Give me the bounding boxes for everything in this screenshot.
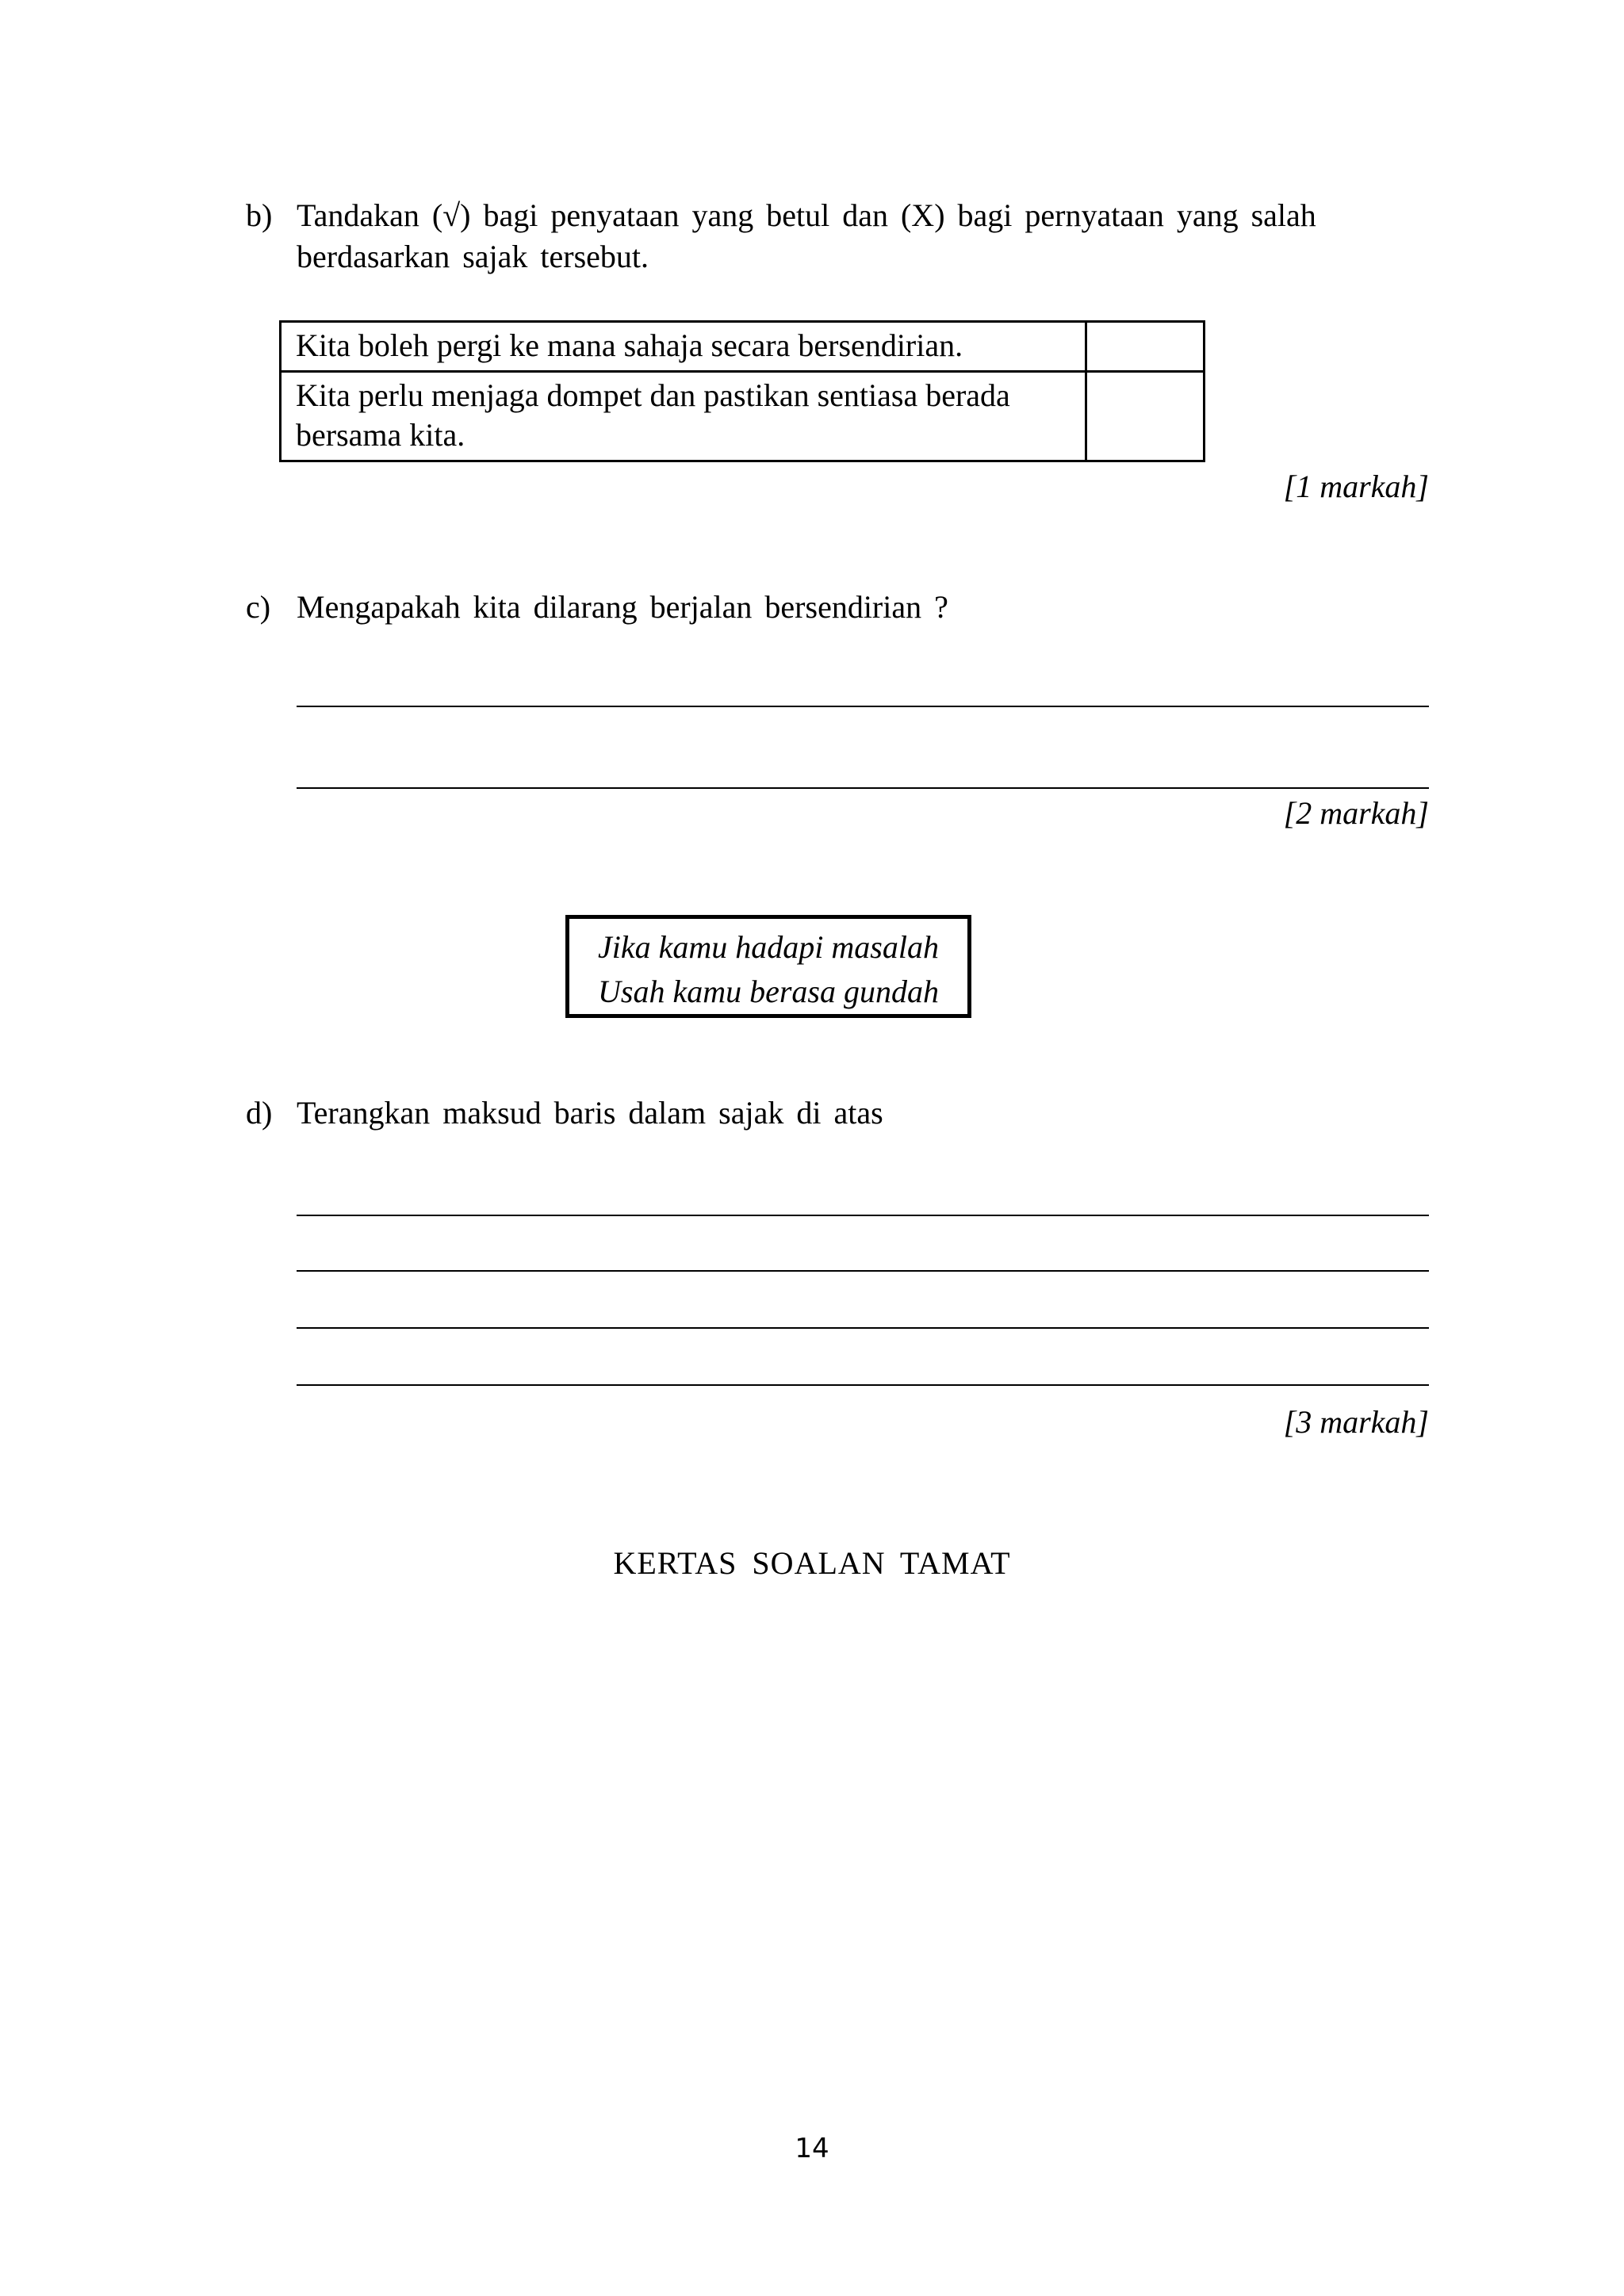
poem-line: Usah kamu berasa gundah xyxy=(598,974,939,1009)
question-line: Tandakan (√) bagi penyataan yang betul dan (X) bagi pernyataan yang salah xyxy=(297,197,1316,233)
statement-table xyxy=(279,320,1205,462)
end-title: KERTAS SOALAN TAMAT xyxy=(613,1545,1011,1581)
marks-label: [1 markah] xyxy=(1283,469,1429,504)
answer-line[interactable] xyxy=(297,706,1429,707)
answer-box[interactable] xyxy=(1086,322,1204,372)
table-row xyxy=(281,322,1205,372)
answer-line[interactable] xyxy=(297,1270,1429,1272)
question-text: Terangkan maksud baris dalam sajak di atas xyxy=(297,1095,883,1131)
question-number: c) xyxy=(246,589,271,625)
answer-box[interactable] xyxy=(1086,372,1204,461)
table-row xyxy=(281,372,1205,461)
answer-line[interactable] xyxy=(297,1327,1429,1329)
question-number: d) xyxy=(246,1095,273,1131)
poem-line: Jika kamu hadapi masalah xyxy=(598,929,939,965)
question-number: b) xyxy=(246,197,273,233)
question-text: Mengapakah kita dilarang berjalan bersendirian ? xyxy=(297,589,948,625)
poem-excerpt-box xyxy=(565,915,971,1018)
marks-label: [3 markah] xyxy=(1283,1404,1429,1440)
marks-label: [2 markah] xyxy=(1283,795,1429,831)
statement-text: Kita perlu menjaga dompet dan pastikan sentiasa berada bersama kita. xyxy=(281,372,1086,461)
answer-line[interactable] xyxy=(297,1384,1429,1386)
question-line: berdasarkan sajak tersebut. xyxy=(297,239,649,274)
answer-line[interactable] xyxy=(297,1215,1429,1216)
page-number: 14 xyxy=(795,2133,829,2164)
answer-line[interactable] xyxy=(297,787,1429,789)
question-text xyxy=(297,195,1534,277)
statement-text: Kita boleh pergi ke mana sahaja secara bersendirian. xyxy=(281,322,1086,372)
